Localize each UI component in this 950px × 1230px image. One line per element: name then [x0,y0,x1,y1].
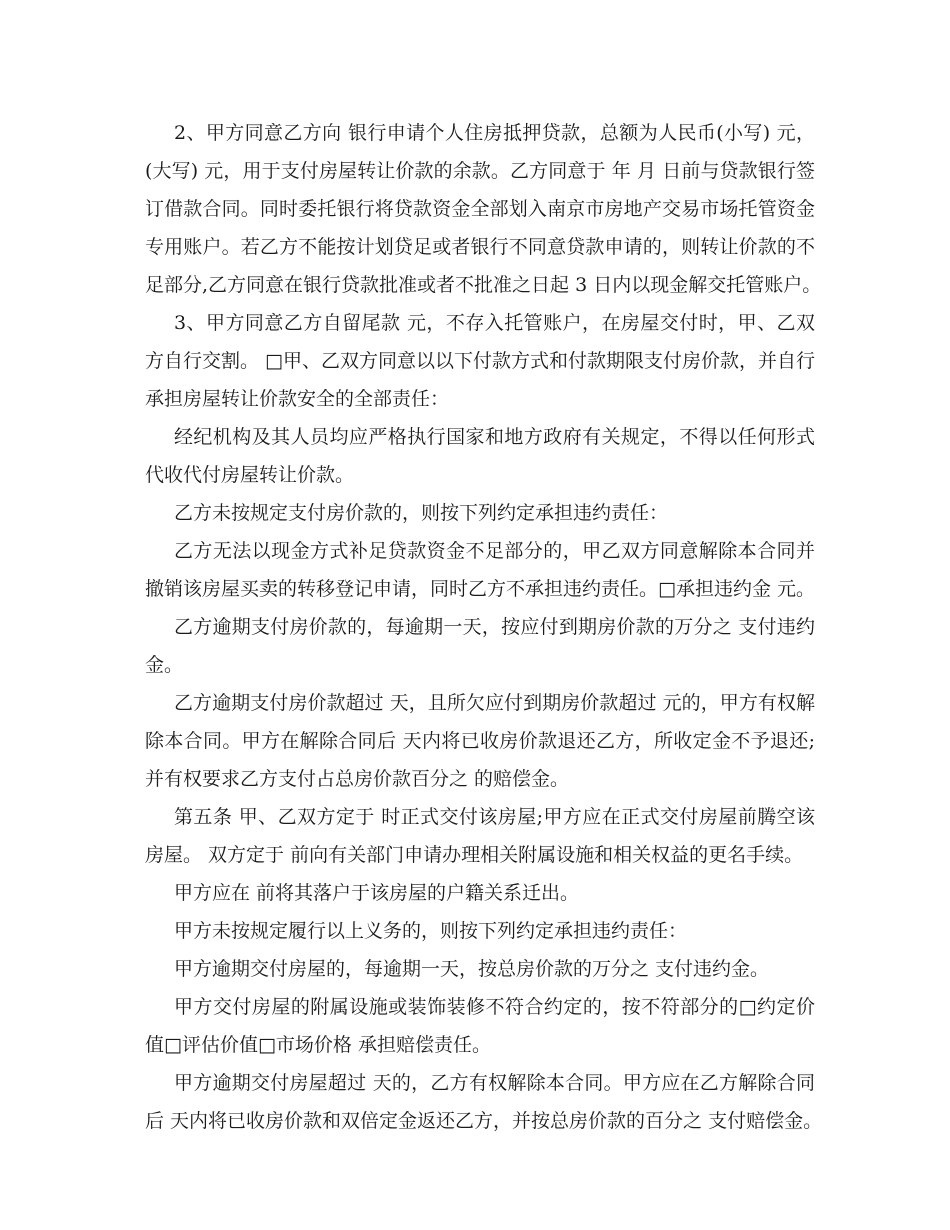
document-line: 金。 [145,654,184,676]
document-line: 足部分,乙方同意在银行贷款批准或者不批准之日起 3 日内以现金解交托管账户。 [145,274,822,296]
document-line: 代收代付房屋转让价款。 [145,464,355,486]
document-line: 乙方未按规定支付房价款的，则按下列约定承担违约责任： [174,502,669,524]
document-line: 甲方未按规定履行以上义务的，则按下列约定承担违约责任： [174,920,688,942]
document-line: 2、甲方同意乙方向 银行申请个人住房抵押贷款，总额为人民币(小写) 元， [174,122,815,144]
document-line: 方自行交割。 □甲、乙双方同意以以下付款方式和付款期限支付房价款，并自行 [145,350,815,372]
document-line: 值□评估价值□市场价格 承担赔偿责任。 [145,1034,491,1056]
document-line: 甲方逾期交付房屋超过 天的，乙方有权解除本合同。甲方应在乙方解除合同 [174,1072,815,1094]
document-line: 乙方无法以现金方式补足贷款资金不足部分的，甲乙双方同意解除本合同并 [174,540,815,562]
document-line: 专用账户。若乙方不能按计划贷足或者银行不同意贷款申请的，则转让价款的不 [145,236,815,258]
document-line: 订借款合同。同时委托银行将贷款资金全部划入南京市房地产交易市场托管资金 [145,198,815,220]
document-line: 乙方逾期支付房价款超过 天，且所欠应付到期房价款超过 元的，甲方有权解 [174,692,815,714]
document-line: 乙方逾期支付房价款的，每逾期一天，按应付到期房价款的万分之 支付违约 [174,616,815,638]
document-line: 房屋。 双方定于 前向有关部门申请办理相关附属设施和相关权益的更名手续。 [145,844,804,866]
document-line: 后 天内将已收房价款和双倍定金返还乙方，并按总房价款的百分之 支付赔偿金。 [145,1110,823,1132]
document-line: 甲方应在 前将其落户于该房屋的户籍关系迁出。 [174,882,580,904]
document-line: 承担房屋转让价款安全的全部责任： [145,388,450,410]
document-line: 第五条 甲、乙双方定于 时正式交付该房屋;甲方应在正式交付房屋前腾空该 [174,806,815,828]
document-line: 甲方逾期交付房屋的，每逾期一天，按总房价款的万分之 支付违约金。 [174,958,770,980]
document-line: 除本合同。甲方在解除合同后 天内将已收房价款退还乙方，所收定金不予退还; [145,730,815,752]
document-line: (大写) 元，用于支付房屋转让价款的余款。乙方同意于 年 月 日前与贷款银行签 [145,160,815,182]
document-line: 甲方交付房屋的附属设施或装饰装修不符合约定的，按不符部分的□约定价 [174,996,815,1018]
document-line: 并有权要求乙方支付占总房价款百分之 的赔偿金。 [145,768,570,790]
document-line: 撤销该房屋买卖的转移登记申请，同时乙方不承担违约责任。□承担违约金 元。 [145,578,815,600]
document-line: 经纪机构及其人员均应严格执行国家和地方政府有关规定，不得以任何形式 [174,426,815,448]
document-line: 3、甲方同意乙方自留尾款 元，不存入托管账户，在房屋交付时，甲、乙双 [174,312,815,334]
